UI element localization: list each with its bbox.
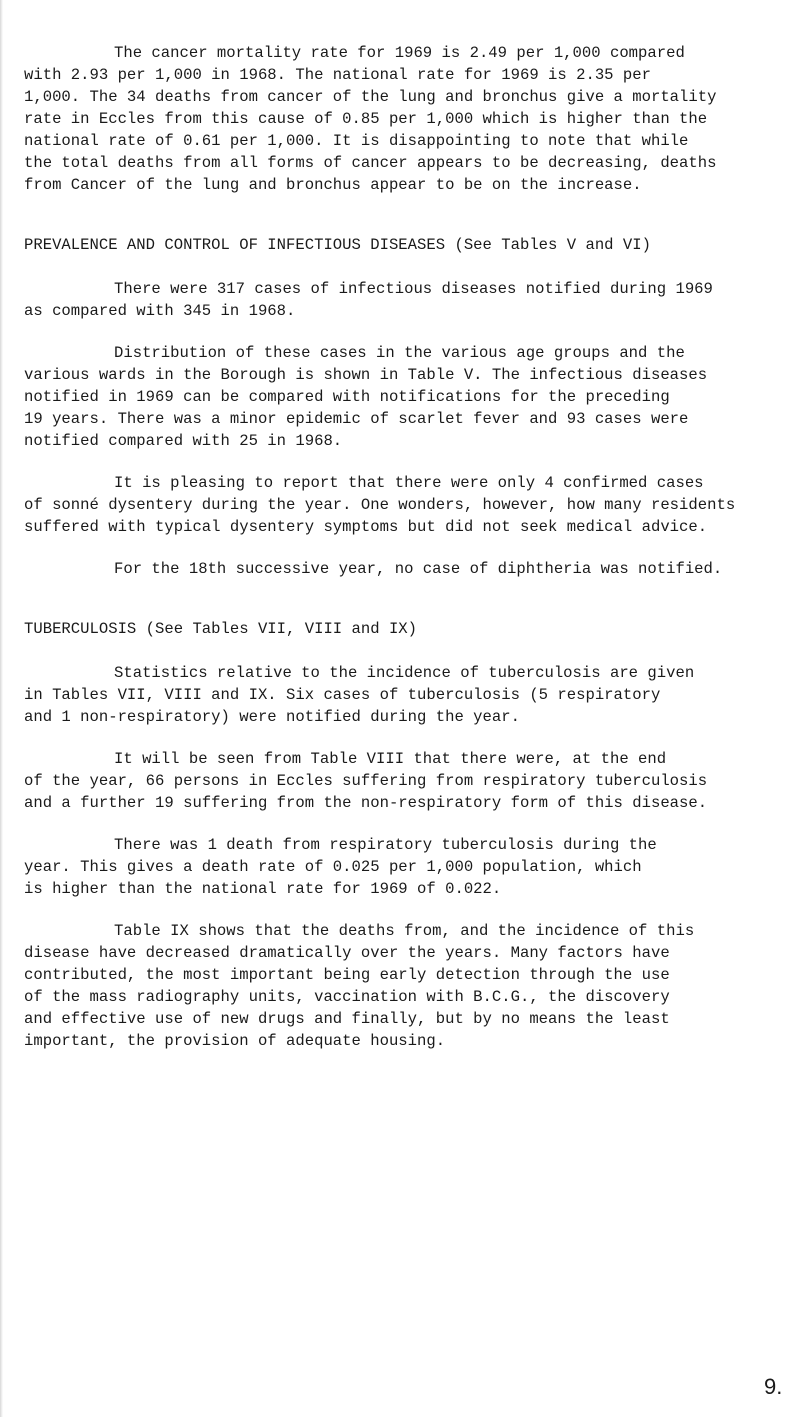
paragraph-diphtheria: For the 18th successive year, no case of diphtheria was notified. (114, 560, 723, 578)
paragraph-tb-death: There was 1 death from respiratory tuberculosis during the year. This gives a death rate of 0.025 per 1,000 population, which is higher than the national rate for 1969 of 0.022. (24, 836, 657, 898)
heading-infectious-diseases: PREVALENCE AND CONTROL OF INFECTIOUS DISEASES (See Tables V and VI) (24, 236, 651, 254)
paragraph-tb-decrease: Table IX shows that the deaths from, and the incidence of this disease have decreased dramatically over the years. Many factors have contributed, the most important being early detection through the use of the mass radiography units, vaccination with B.C.G., the discovery and effective use of new drugs and finally, but by no means the least important, the provision of adequate housing. (24, 922, 695, 1050)
paragraph-cancer-mortality: The cancer mortality rate for 1969 is 2.49 per 1,000 compared with 2.93 per 1,000 in 1968. The national rate for 1969 is 2.35 per 1,000. The 34 deaths from cancer of the lung and bronchus give a mortality rate in Eccles from this cause of 0.85 per 1,000 which is higher than the national rate of 0.61 per 1,000. It is disappointing to note that while the total deaths from all forms of cancer appears to be decreasing, deaths from Cancer of the lung and bronchus appear to be on the increase. (24, 44, 717, 194)
paragraph-tb-persons: It will be seen from Table VIII that there were, at the end of the year, 66 persons in Eccles suffering from respiratory tuberculosis and a further 19 suffering from the non-respiratory form of this disease. (24, 750, 708, 812)
document-page (24, 42, 794, 1052)
paragraph-dysentery: It is pleasing to report that there were only 4 confirmed cases of sonné dysentery during the year. One wonders, however, how many residents suffered with typical dysentery symptoms but did not seek medical advice. (24, 474, 736, 536)
page-number: 9. (764, 1374, 783, 1399)
paragraph-distribution: Distribution of these cases in the various age groups and the various wards in the Borough is shown in Table V. The infectious diseases notified in 1969 can be compared with notifications for the preceding 19 years. There was a minor epidemic of scarlet fever and 93 cases were notified compared with 25 in 1968. (24, 344, 708, 450)
page-edge-shadow (0, 0, 3, 1417)
paragraph-tb-statistics: Statistics relative to the incidence of tuberculosis are given in Tables VII, VIII and IX. Six cases of tuberculosis (5 respiratory and 1 non-respiratory) were notified during the year. (24, 664, 695, 726)
paragraph-infectious-cases: There were 317 cases of infectious diseases notified during 1969 as compared with 345 in 1968. (24, 280, 713, 320)
heading-tuberculosis: TUBERCULOSIS (See Tables VII, VIII and IX) (24, 620, 418, 638)
